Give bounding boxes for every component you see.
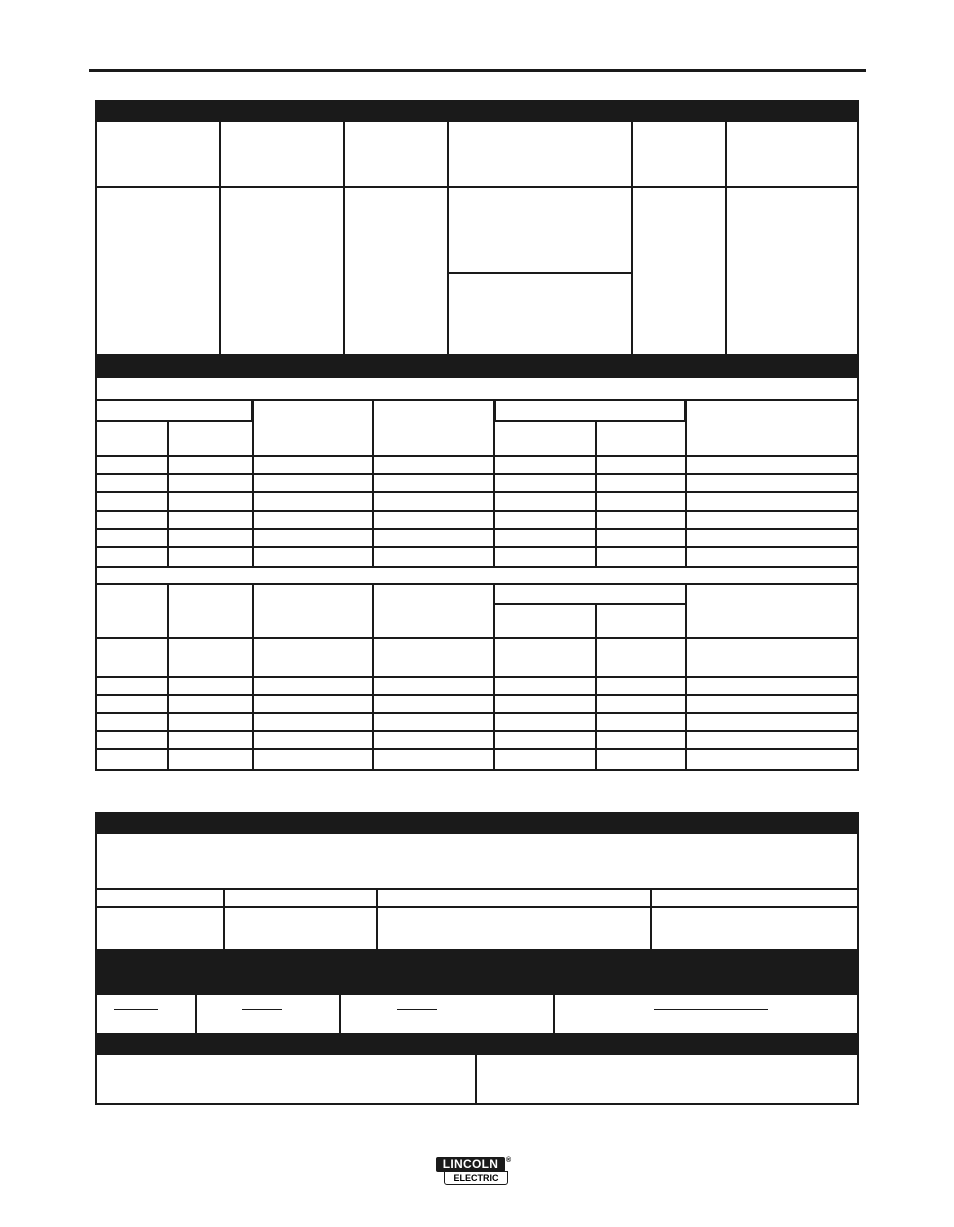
row-divider [95, 583, 859, 585]
col-divider [167, 420, 169, 567]
row-divider [449, 272, 633, 274]
row-divider [95, 528, 859, 530]
col-divider [493, 399, 495, 567]
col-divider [219, 122, 221, 354]
col-divider [725, 122, 727, 354]
col-divider [650, 888, 652, 949]
row-divider [95, 906, 859, 908]
row-divider [494, 603, 686, 605]
table-header-bar [95, 812, 859, 834]
col-divider [343, 122, 345, 354]
col-divider [447, 122, 449, 354]
col-divider [595, 420, 597, 567]
lincoln-electric-logo [436, 1157, 512, 1186]
table-frame [95, 100, 859, 771]
row-divider [95, 491, 859, 493]
table-header-bar [95, 100, 859, 122]
section-header-bar [95, 1033, 859, 1055]
underline-mark [242, 1009, 282, 1010]
underline-mark [397, 1009, 437, 1010]
col-divider [595, 603, 597, 771]
group-header-cell [494, 399, 686, 422]
logo-brand-bottom: ELECTRIC [444, 1171, 508, 1185]
section-header-bar [95, 354, 859, 378]
logo-brand-top: LINCOLN [436, 1157, 505, 1172]
col-divider [252, 399, 254, 567]
col-divider [475, 1055, 477, 1105]
row-divider [95, 566, 859, 568]
header-rule [89, 69, 866, 72]
row-divider [95, 888, 859, 890]
col-divider [553, 995, 555, 1033]
row-divider [95, 676, 859, 678]
row-divider [95, 730, 859, 732]
row-divider [95, 546, 859, 548]
row-divider [95, 186, 859, 188]
row-divider [95, 510, 859, 512]
col-divider [372, 399, 374, 567]
underline-mark [114, 1009, 158, 1010]
group-header-cell [95, 399, 253, 422]
row-divider [95, 748, 859, 750]
row-divider [95, 637, 859, 639]
row-divider [95, 473, 859, 475]
row-divider [95, 694, 859, 696]
col-divider [685, 399, 687, 567]
underline-mark [654, 1009, 768, 1010]
col-divider [631, 122, 633, 354]
col-divider [195, 995, 197, 1033]
col-divider [376, 888, 378, 949]
row-divider [95, 455, 859, 457]
registered-mark: ® [506, 1157, 512, 1164]
row-divider [95, 712, 859, 714]
col-divider [223, 888, 225, 949]
section-header-bar [95, 949, 859, 995]
col-divider [339, 995, 341, 1033]
